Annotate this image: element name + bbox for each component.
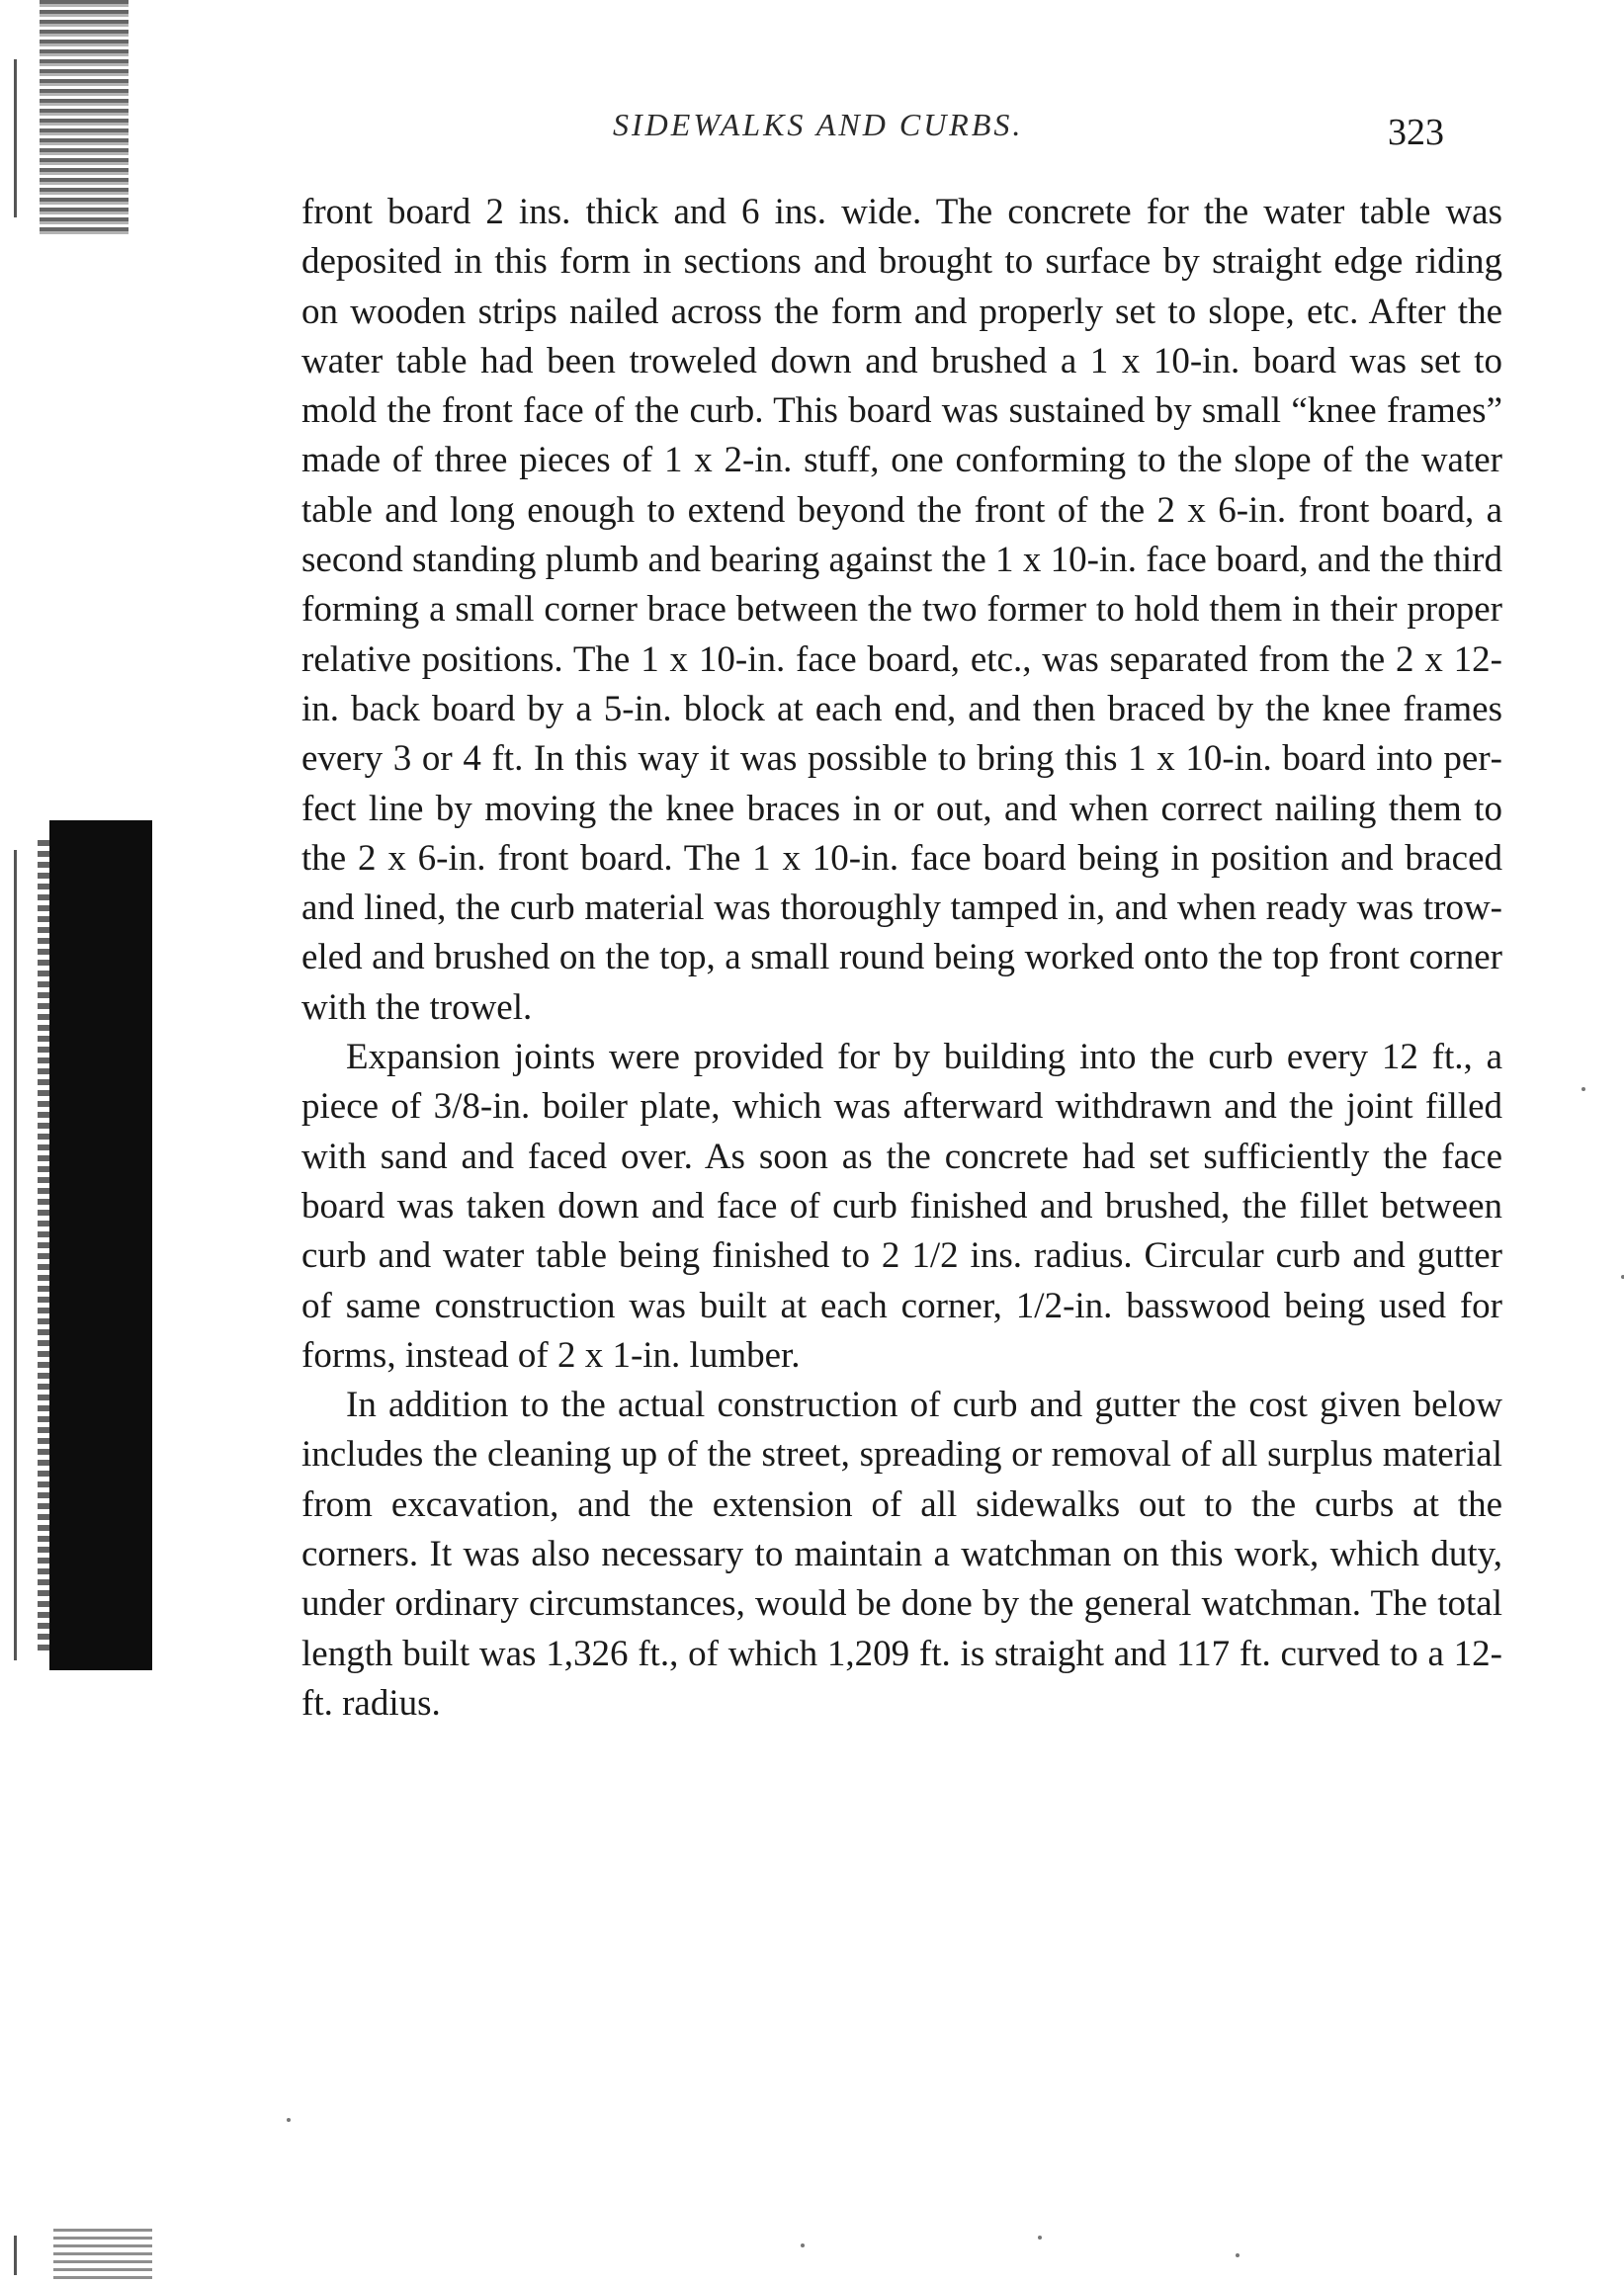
scan-speck bbox=[1581, 1087, 1585, 1091]
scan-edge-line-bottom bbox=[14, 2236, 17, 2275]
running-head bbox=[0, 107, 1624, 166]
body-text bbox=[301, 188, 1502, 1729]
scan-speck bbox=[287, 2118, 291, 2122]
page-number: 323 bbox=[1388, 112, 1444, 153]
scan-artifact-bottom bbox=[53, 2229, 152, 2284]
scan-speck bbox=[801, 2243, 805, 2247]
scan-speck bbox=[1236, 2253, 1239, 2257]
running-title: SIDEWALKS AND CURBS. bbox=[613, 107, 1024, 142]
paragraph-3: In addition to the actual construction of curb and gutter the cost given below includes the cleaning up of the street, spreading or removal of all surplus material from excavation, and the extension of all sidewalks out to the curbs at the corners. It was also necessary to maintain a watchman on this work, which duty, under ordinary circumstances, would be done by the general watchman. The total length built was 1,326 ft., of which 1,209 ft. is straight and 117 ft. curved to a 12-ft. radius. bbox=[301, 1385, 1502, 1724]
scan-speck bbox=[1038, 2236, 1042, 2240]
scan-edge-line-middle bbox=[14, 850, 17, 1660]
scan-binding-shadow bbox=[49, 820, 152, 1670]
paragraph-1: front board 2 ins. thick and 6 ins. wide. The concrete for the water table was deposited in this form in sections and brought to surface by straight edge riding on wooden strips nailed across the form and properly set to slope, etc. After the water table had been troweled down and brushed a 1 x 10-in. board was set to mold the front face of the curb. This board was sustained by small “knee frames” made of three pieces of 1 x 2-in. stuff, one conforming to the slope of the water table and long enough to extend beyond the front of the 2 x 6-in. front board, a second standing plumb and bearing against the 1 x 10-in. face board, and the third forming a small corner brace between the two former to hold them in their proper relative positions. The 1 x 10-in. face board, etc., was separated from the 2 x 12-in. back board by a 5-in. block at each end, and then braced by the knee frames every 3 or 4 ft. In this way it was possible to bring this 1 x 10-in. board into perfect line by moving the knee braces in or out, and when correct nailing them to the 2 x 6-in. front board. The 1 x 10-in. face board being in position and braced and lined, the curb material was thoroughly tamped in, and when ready was troweled and brushed on the top, a small round being worked onto the top front corner with the trowel. bbox=[301, 192, 1502, 1028]
paragraph-2: Expansion joints were provided for by building into the curb every 12 ft., a piece of 3/8-in. boiler plate, which was afterward withdrawn and the joint filled with sand and faced over. As soon as the concrete had set sufficiently the face board was taken down and face of curb finished and brushed, the fillet between curb and water table being finished to 2 1/2 ins. radius. Circular curb and gutter of same construction was built at each corner, 1/2-in. basswood being used for forms, instead of 2 x 1-in. lumber. bbox=[301, 1037, 1502, 1376]
